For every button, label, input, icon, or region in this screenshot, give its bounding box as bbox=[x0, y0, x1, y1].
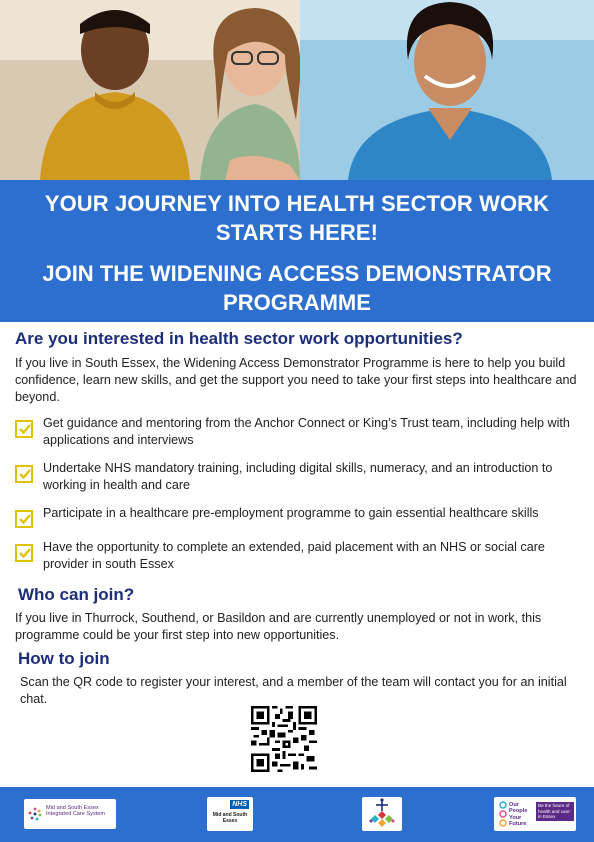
hero-photo-right bbox=[300, 0, 594, 180]
checklist-item-text: Have the opportunity to complete an extended, paid placement with an NHS or social care provider in south Essex bbox=[43, 540, 545, 571]
who-heading: Who can join? bbox=[18, 585, 135, 604]
headline-line-4: PROGRAMME bbox=[223, 290, 371, 315]
checklist-item-text: Undertake NHS mandatory training, including digital skills, numeracy, and an introduction to working in health and care bbox=[43, 461, 553, 492]
checkbox-tick-icon bbox=[15, 544, 33, 562]
headline-line-2: STARTS HERE! bbox=[215, 220, 379, 245]
how-heading: How to join bbox=[18, 649, 110, 668]
ics-dots-icon bbox=[27, 806, 43, 822]
checkbox-tick-icon bbox=[15, 510, 33, 528]
checklist-item bbox=[15, 505, 580, 528]
hero-photo-left bbox=[0, 0, 300, 180]
our-people-your-future-logo bbox=[494, 797, 576, 831]
headline-banner bbox=[0, 180, 594, 322]
how-paragraph: Scan the QR code to register your interest, and a member of the team will contact you for an initial chat. bbox=[20, 675, 567, 706]
checklist-item bbox=[15, 539, 580, 573]
intro-heading: Are you interested in health sector work opportunities? bbox=[15, 329, 463, 348]
hero-photos bbox=[0, 0, 594, 180]
headline-secondary bbox=[0, 259, 594, 317]
nhs-badge: NHS bbox=[232, 801, 247, 808]
headline-line-3: JOIN THE WIDENING ACCESS DEMONSTRATOR bbox=[42, 261, 552, 286]
nhs-trust-name: Mid and South Essex bbox=[212, 812, 248, 824]
nhs-trust-logo bbox=[207, 797, 253, 831]
qr-code[interactable] bbox=[251, 706, 317, 772]
partner-emblem-logo bbox=[362, 797, 402, 831]
who-paragraph: If you live in Thurrock, Southend, or Basildon and are currently unemployed or not in work, this programme could be your first step into new opportunities. bbox=[15, 611, 542, 642]
headline-line-1: YOUR JOURNEY INTO HEALTH SECTOR WORK bbox=[44, 191, 550, 216]
intro-paragraph: If you live in South Essex, the Widening Access Demonstrator Programme is here to help you build confidence, learn new skills, and get the support you need to take your first steps into healthcare and beyond. bbox=[15, 356, 577, 404]
benefit-checklist bbox=[15, 415, 580, 573]
checkbox-tick-icon bbox=[15, 420, 33, 438]
checklist-item-text: Participate in a healthcare pre-employment programme to gain essential healthcare skills bbox=[43, 506, 539, 520]
opyf-tagline: Be the future of health and care in Essex bbox=[536, 802, 574, 821]
opyf-circles-icon bbox=[496, 801, 510, 827]
headline-primary bbox=[0, 180, 594, 247]
checkbox-tick-icon bbox=[15, 465, 33, 483]
checklist-item bbox=[15, 415, 580, 449]
checklist-item-text: Get guidance and mentoring from the Anchor Connect or King’s Trust team, including help with applications and interviews bbox=[43, 416, 570, 447]
ics-logo bbox=[24, 799, 116, 829]
emblem-icon bbox=[362, 797, 402, 831]
opyf-title: Our People Your Future bbox=[509, 802, 528, 828]
checklist-item bbox=[15, 460, 580, 494]
main-content bbox=[15, 328, 580, 708]
ics-logo-text: Mid and South Essex Integrated Care System bbox=[46, 805, 106, 818]
